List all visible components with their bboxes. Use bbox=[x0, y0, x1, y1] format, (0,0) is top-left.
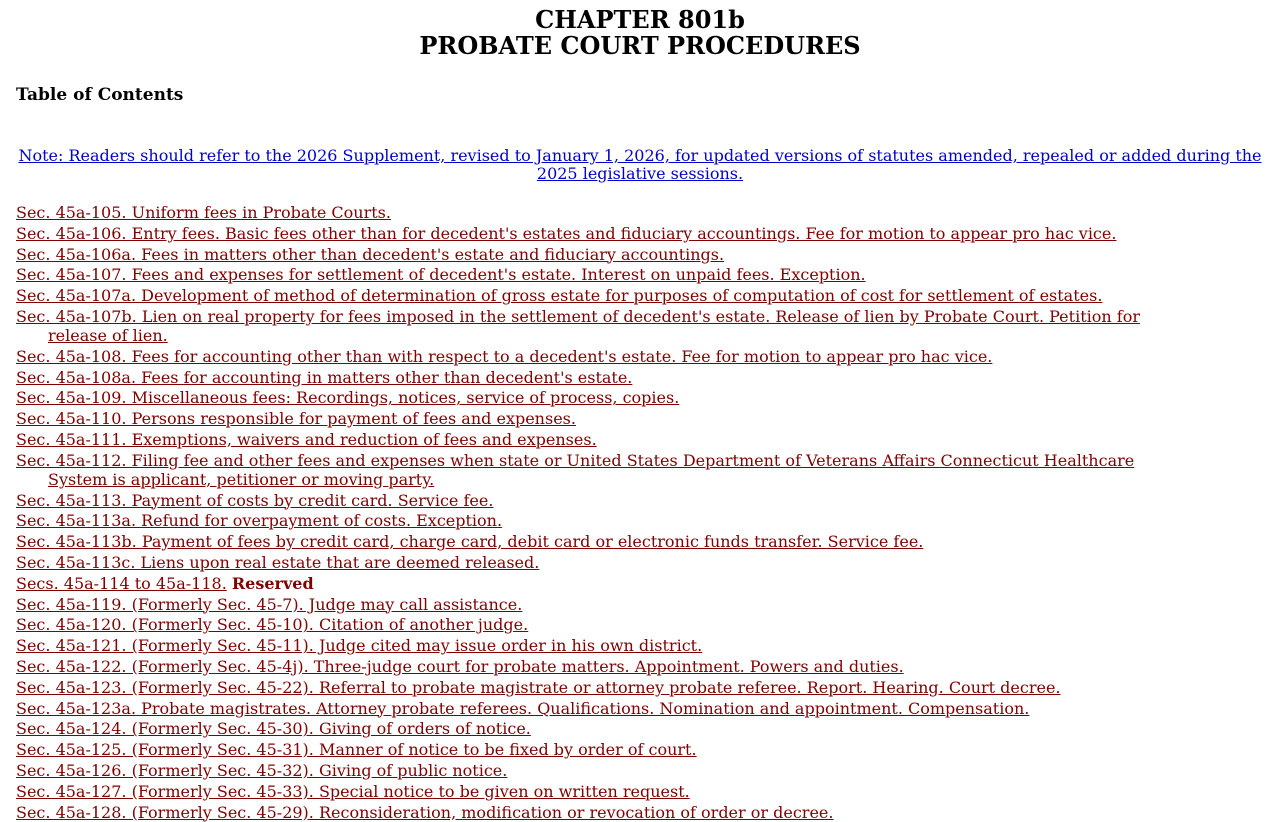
toc-section-link[interactable]: Sec. 45a-113c. Liens upon real estate that are deemed released. bbox=[16, 552, 540, 572]
toc-item bbox=[16, 761, 1180, 780]
toc-item bbox=[16, 740, 1180, 759]
toc-item bbox=[16, 615, 1180, 634]
toc-item bbox=[16, 511, 1180, 530]
toc-section-link[interactable]: Sec. 45a-122. (Formerly Sec. 45-4j). Three-judge court for probate matters. Appointment. Powers and duties. bbox=[16, 656, 904, 676]
toc-item bbox=[16, 203, 1180, 222]
chapter-header bbox=[0, 0, 1280, 59]
toc-section-link[interactable]: Sec. 45a-113a. Refund for overpayment of costs. Exception. bbox=[16, 511, 503, 531]
toc-item bbox=[16, 265, 1180, 284]
toc-section-link[interactable]: Sec. 45a-109. Miscellaneous fees: Recordings, notices, service of process, copies. bbox=[16, 388, 680, 408]
toc-section-link[interactable]: Sec. 45a-105. Uniform fees in Probate Courts. bbox=[16, 203, 391, 222]
toc-item bbox=[16, 782, 1180, 801]
toc-item bbox=[16, 347, 1180, 366]
toc-section-link[interactable]: Sec. 45a-124. (Formerly Sec. 45-30). Giving of orders of notice. bbox=[16, 719, 531, 739]
toc-item bbox=[16, 430, 1180, 449]
toc-section-link[interactable]: Sec. 45a-106a. Fees in matters other than decedent's estate and fiduciary accountings. bbox=[16, 244, 725, 264]
toc-section-link[interactable]: Sec. 45a-123a. Probate magistrates. Attorney probate referees. Qualifications. Nomination and appointment. Compensation. bbox=[16, 698, 1030, 718]
toc-item bbox=[16, 553, 1180, 572]
toc-section-link[interactable]: Sec. 45a-120. (Formerly Sec. 45-10). Citation of another judge. bbox=[16, 615, 529, 635]
toc-item bbox=[16, 409, 1180, 428]
toc-item bbox=[16, 224, 1180, 243]
toc-section-link[interactable]: Sec. 45a-121. (Formerly Sec. 45-11). Judge cited may issue order in his own district. bbox=[16, 636, 703, 656]
toc-section-link[interactable]: Sec. 45a-126. (Formerly Sec. 45-32). Giving of public notice. bbox=[16, 760, 508, 780]
toc-section-link[interactable]: Sec. 45a-119. (Formerly Sec. 45-7). Judge may call assistance. bbox=[16, 594, 523, 614]
toc-item bbox=[16, 595, 1180, 614]
toc-section-link[interactable]: Sec. 45a-110. Persons responsible for payment of fees and expenses. bbox=[16, 409, 576, 429]
toc-item bbox=[16, 719, 1180, 738]
toc-section-link[interactable]: Sec. 45a-112. Filing fee and other fees and expenses when state or United States Department of Veterans Affairs Connecticut Healthcare System is applicant, petitioner or moving party. bbox=[16, 450, 1135, 489]
toc-item bbox=[16, 699, 1180, 718]
toc-section-link[interactable]: Sec. 45a-113b. Payment of fees by credit card, charge card, debit card or electronic funds transfer. Service fee. bbox=[16, 532, 924, 552]
toc-section-link[interactable]: Sec. 45a-127. (Formerly Sec. 45-33). Special notice to be given on written request. bbox=[16, 781, 690, 801]
chapter-title: PROBATE COURT PROCEDURES bbox=[419, 31, 861, 60]
toc-section-link[interactable]: Sec. 45a-107b. Lien on real property for fees imposed in the settlement of decedent's estate. Release of lien by Probate Court. Petition for release of lien. bbox=[16, 306, 1140, 345]
toc-item bbox=[16, 245, 1180, 264]
toc-section-link[interactable]: Sec. 45a-108. Fees for accounting other than with respect to a decedent's estate. Fee for motion to appear pro hac vice. bbox=[16, 346, 993, 366]
reserved-label: Reserved bbox=[231, 573, 314, 593]
toc-section-link[interactable]: Sec. 45a-107. Fees and expenses for settlement of decedent's estate. Interest on unpaid fees. Exception. bbox=[16, 265, 866, 285]
toc-item bbox=[16, 368, 1180, 387]
toc-list bbox=[0, 203, 1280, 822]
chapter-number: CHAPTER 801b bbox=[535, 5, 745, 34]
toc-section-link[interactable]: Sec. 45a-123. (Formerly Sec. 45-22). Referral to probate magistrate or attorney probate referee. Report. Hearing. Court decree. bbox=[16, 677, 1061, 697]
toc-item bbox=[16, 803, 1180, 822]
toc-item bbox=[16, 388, 1180, 407]
toc-section-link[interactable]: Sec. 45a-128. (Formerly Sec. 45-29). Reconsideration, modification or revocation of order or decree. bbox=[16, 802, 834, 822]
toc-section-link[interactable]: Sec. 45a-111. Exemptions, waivers and reduction of fees and expenses. bbox=[16, 429, 597, 449]
supplement-note bbox=[16, 147, 1264, 183]
toc-item bbox=[16, 491, 1180, 510]
toc-item bbox=[16, 532, 1180, 551]
toc-section-link[interactable]: Secs. 45a-114 to 45a-118. bbox=[16, 573, 227, 593]
toc-section-link[interactable]: Sec. 45a-106. Entry fees. Basic fees other than for decedent's estates and fiduciary accountings. Fee for motion to appear pro hac vice. bbox=[16, 223, 1117, 243]
toc-section-link[interactable]: Sec. 45a-108a. Fees for accounting in matters other than decedent's estate. bbox=[16, 367, 633, 387]
supplement-note-link[interactable]: Note: Readers should refer to the 2026 Supplement, revised to January 1, 2026, for updated versions of statutes amended, repealed or added during the 2025 legislative sessions. bbox=[18, 146, 1262, 183]
toc-section-link[interactable]: Sec. 45a-113. Payment of costs by credit card. Service fee. bbox=[16, 490, 494, 510]
toc-item bbox=[16, 451, 1180, 489]
toc-item bbox=[16, 307, 1180, 345]
toc-item bbox=[16, 657, 1180, 676]
toc-item bbox=[16, 574, 1180, 593]
toc-item bbox=[16, 678, 1180, 697]
toc-section-link[interactable]: Sec. 45a-125. (Formerly Sec. 45-31). Manner of notice to be fixed by order of court. bbox=[16, 740, 697, 760]
toc-section-link[interactable]: Sec. 45a-107a. Development of method of determination of gross estate for purposes of computation of cost for settlement of estates. bbox=[16, 286, 1103, 306]
toc-heading: Table of Contents bbox=[16, 85, 184, 105]
toc-item bbox=[16, 636, 1180, 655]
toc-item bbox=[16, 286, 1180, 305]
